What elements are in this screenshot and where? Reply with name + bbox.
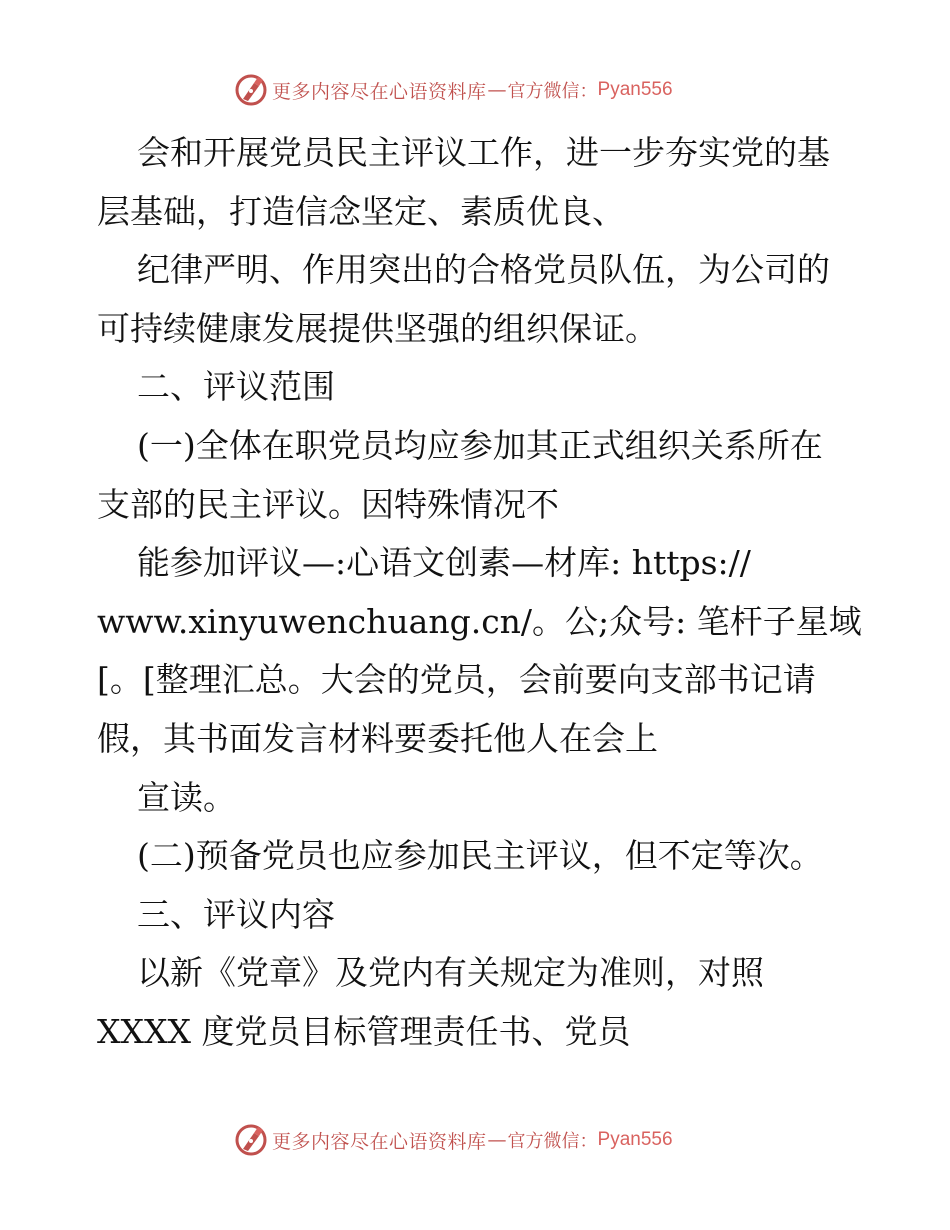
body-line: XXXX 度党员目标管理责任书、党员 [97,1011,631,1051]
body-line: 层基础，打造信念坚定、素质优良、 [97,191,625,231]
body-line: 纪律严明、作用突出的合格党员队伍，为公司的 [137,250,830,290]
body-line: 宣读。 [137,777,236,817]
header-banner [234,72,673,108]
body-line: 可持续健康发展提供坚强的组织保证。 [97,308,658,348]
body-line: 会和开展党员民主评议工作，进一步夯实党的基 [137,133,830,172]
header-banner-dash: — [487,79,507,101]
footer-banner-text: 更多内容尽在心语资料库 [272,1130,487,1153]
document-body [97,124,862,1062]
footer-banner-label: 官方微信： [507,1131,598,1152]
header-banner-id: Pyan556 [597,79,673,100]
body-line: 假，其书面发言材料要委托他人在会上 [97,718,658,758]
body-line: (二)预备党员也应参加民主评议，但不定等次。 [137,836,823,876]
footer-banner-id: Pyan556 [597,1129,673,1150]
body-line: www.xinyuwenchuang.cn/。公;众号: 笔杆子星域 [97,601,862,641]
header-banner-text: 更多内容尽在心语资料库 [272,80,487,103]
header-banner-label: 官方微信： [507,81,598,102]
body-line: 以新《党章》及党内有关规定为准则，对照 [137,953,764,993]
footer-banner-dash: — [487,1129,507,1151]
section-heading: 三、评议内容 [137,894,335,934]
footer-banner [234,1122,673,1158]
pen-nib-circle-icon [234,73,268,107]
body-line: 支部的民主评议。因特殊情况不 [97,484,559,524]
body-line: (一)全体在职党员均应参加其正式组织关系所在 [137,425,823,465]
section-heading: 二、评议范围 [137,367,335,407]
pen-nib-circle-icon [234,1123,268,1157]
body-line: [。[整理汇总。大会的党员，会前要向支部书记请 [97,660,816,700]
body-line: 能参加评议—:心语文创素—材库: https:// [137,543,751,583]
